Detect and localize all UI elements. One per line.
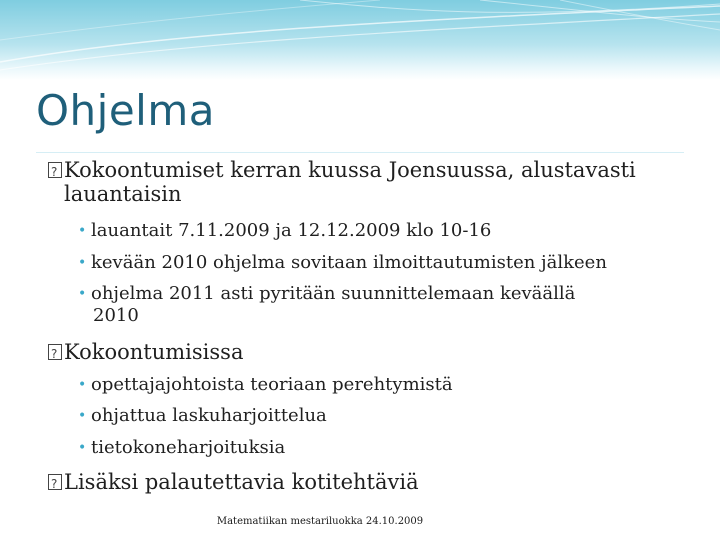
bullet-dot-icon: • [78, 408, 87, 424]
bullet-dot-icon: • [78, 223, 87, 239]
bullet-level2 [78, 283, 688, 327]
bullet-dot-icon: • [78, 286, 87, 302]
bullet-text: kevään 2010 ohjelma sovitaan ilmoittautumisten jälkeen [91, 252, 607, 273]
missing-glyph-bullet-icon [48, 162, 62, 178]
bullet-level2 [78, 374, 688, 396]
bullet-dot-icon: • [78, 255, 87, 271]
bullet-text-continuation: 2010 [93, 305, 139, 326]
bullet-level2 [78, 437, 688, 459]
bullet-level1 [48, 470, 678, 494]
missing-glyph-bullet-icon [48, 474, 62, 490]
bullet-level2 [78, 220, 688, 242]
bullet-text: ohjattua laskuharjoittelua [91, 405, 327, 426]
bullet-level1 [48, 158, 678, 206]
bullet-level2 [78, 252, 688, 274]
bullet-text: Kokoontumisissa [64, 340, 244, 364]
bullet-text: tietokoneharjoituksia [91, 437, 286, 458]
bullet-level1 [48, 340, 678, 364]
missing-glyph-bullet-icon [48, 344, 62, 360]
bullet-text: lauantait 7.11.2009 ja 12.12.2009 klo 10-16 [91, 220, 492, 241]
bullet-text: opettajajohtoista teoriaan perehtymistä [91, 374, 453, 395]
bullet-dot-icon: • [78, 440, 87, 456]
bullet-text-continuation: lauantaisin [64, 182, 182, 206]
bullet-text: Lisäksi palautettavia kotitehtäviä [64, 470, 419, 494]
bullet-dot-icon: • [78, 377, 87, 393]
slide-title: Ohjelma [36, 86, 216, 135]
bullet-text: ohjelma 2011 asti pyritään suunnittelemaan keväällä [91, 283, 576, 304]
slide-footer: Matematiikan mestariluokka 24.10.2009 [216, 516, 424, 527]
bullet-level2 [78, 405, 688, 427]
bullet-text: Kokoontumiset kerran kuussa Joensuussa, alustavasti [64, 158, 636, 182]
